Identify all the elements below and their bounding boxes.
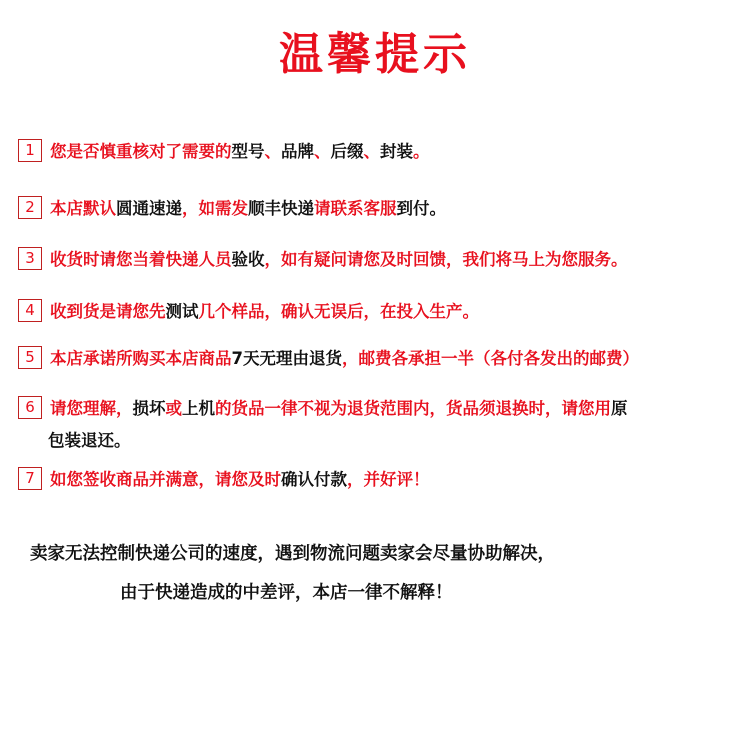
list-item-6 (18, 394, 744, 424)
item-text-segment: 请联系客服 (314, 199, 397, 218)
item-number: 5 (18, 346, 42, 369)
item-text-segment: ，如有疑问请您及时回馈，我们将马上为您服务。 (264, 250, 628, 269)
item-text-segment: 验收 (231, 250, 265, 269)
item-text-segment: 、 (363, 142, 380, 161)
list-item-3 (18, 245, 744, 275)
list-item-6-continuation: 包装退还。 (48, 431, 131, 450)
item-number: 2 (18, 196, 42, 219)
list-item-5 (18, 344, 744, 374)
list-item-1 (18, 137, 744, 167)
list-item-2 (18, 194, 744, 224)
item-text-segment: 损坏 (132, 399, 166, 418)
item-number: 4 (18, 299, 42, 322)
item-text (50, 199, 446, 218)
item-text-segment: 顺丰快递 (248, 199, 314, 218)
item-text-segment: 本店承诺所购买本店商品 (50, 349, 232, 368)
item-text-segment: 封装 (380, 142, 413, 161)
item-text (50, 349, 639, 368)
item-text-segment: 确认付款 (281, 470, 347, 489)
footer-line-2: 由于快递造成的中差评，本店一律不解释！ (120, 583, 453, 603)
item-text (50, 302, 479, 321)
item-text-segment: 型号 (231, 142, 265, 161)
footer-line-1: 卖家无法控制快递公司的速度，遇到物流问题卖家会尽量协助解决， (30, 544, 555, 564)
item-text-segment: 您是否慎重核对了需要的 (50, 142, 232, 161)
item-text (50, 250, 628, 269)
item-text-segment: 。 (413, 142, 430, 161)
list-item-7 (18, 465, 744, 495)
item-text-segment: 7天无理由退货 (231, 349, 342, 368)
item-text-segment: 圆通速递 (116, 199, 182, 218)
item-text-segment: 请您理解， (50, 399, 133, 418)
item-text-segment: 、 (314, 142, 331, 161)
page-title: 温馨提示 (279, 29, 471, 80)
item-number: 6 (18, 396, 42, 419)
item-text-segment: 的货品一律不视为退货范围内，货品须退换时，请您用 (215, 399, 611, 418)
item-text-segment: 本店默认 (50, 199, 116, 218)
item-text-segment: 后缀 (330, 142, 364, 161)
item-text-segment: 或 (165, 399, 182, 418)
item-text-segment: 、 (264, 142, 281, 161)
item-text-segment: 收货时请您当着快递人员 (50, 250, 232, 269)
item-text-segment: 收到货是请您先 (50, 302, 166, 321)
item-text-segment: ，邮费各承担一半（各付各发出的邮费） (341, 349, 639, 368)
item-text (50, 470, 430, 489)
item-text-segment: 到付。 (396, 199, 446, 218)
list-item-4 (18, 297, 744, 327)
item-text-segment: 原 (611, 399, 628, 418)
item-text-segment: 品牌 (281, 142, 314, 161)
item-number: 7 (18, 467, 42, 490)
item-number: 3 (18, 247, 42, 270)
item-text (50, 142, 430, 161)
item-text-segment: 如您签收商品并满意，请您及时 (50, 470, 281, 489)
item-text-segment: 上机 (182, 399, 215, 418)
item-text (50, 399, 628, 418)
item-text-segment: ，如需发 (182, 199, 248, 218)
item-text-segment: 几个样品，确认无误后，在投入生产。 (198, 302, 479, 321)
item-text-segment: ，并好评！ (347, 470, 430, 489)
item-number: 1 (18, 139, 42, 162)
item-text-segment: 测试 (165, 302, 199, 321)
